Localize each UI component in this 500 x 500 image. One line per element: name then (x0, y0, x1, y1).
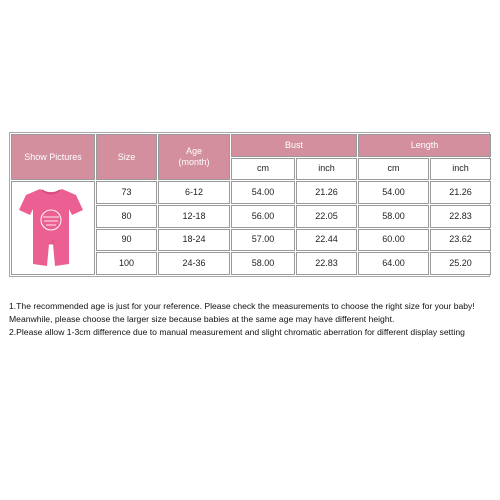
row-length-cm: 54.00 (358, 181, 429, 204)
row-age: 12-18 (158, 205, 230, 228)
header-bust-cm: cm (231, 158, 295, 181)
note-line: 2.Please allow 1-3cm difference due to manual measurement and slight chromatic aberration for different display setting (9, 327, 465, 337)
header-size: Size (96, 134, 157, 180)
row-size: 80 (96, 205, 157, 228)
header-length: Length (358, 134, 491, 157)
product-picture-cell (11, 181, 95, 275)
table-row (11, 181, 491, 204)
size-chart (9, 132, 490, 277)
row-length-cm: 60.00 (358, 229, 429, 252)
note-line: 1.The recommended age is just for your reference. Please check the measurements to choose the right size for your baby! (9, 301, 475, 311)
size-notes (9, 300, 493, 339)
row-bust-inch: 22.83 (296, 252, 357, 275)
row-length-inch: 23.62 (430, 229, 491, 252)
row-bust-cm: 57.00 (231, 229, 295, 252)
row-bust-cm: 56.00 (231, 205, 295, 228)
row-age: 18-24 (158, 229, 230, 252)
header-age (158, 134, 230, 180)
row-size: 73 (96, 181, 157, 204)
row-size: 100 (96, 252, 157, 275)
header-age-label: Age (185, 146, 202, 157)
row-length-inch: 22.83 (430, 205, 491, 228)
row-age: 6-12 (158, 181, 230, 204)
row-length-inch: 25.20 (430, 252, 491, 275)
row-age: 24-36 (158, 252, 230, 275)
header-age-unit: (month) (178, 157, 210, 168)
row-bust-inch: 21.26 (296, 181, 357, 204)
row-size: 90 (96, 229, 157, 252)
row-bust-cm: 58.00 (231, 252, 295, 275)
row-bust-inch: 22.44 (296, 229, 357, 252)
romper-image (16, 184, 86, 272)
note-line: Meanwhile, please choose the larger size because babies at the same age may have different height. (9, 314, 395, 324)
header-bust-inch: inch (296, 158, 357, 181)
row-length-cm: 58.00 (358, 205, 429, 228)
row-bust-inch: 22.05 (296, 205, 357, 228)
row-length-cm: 64.00 (358, 252, 429, 275)
row-length-inch: 21.26 (430, 181, 491, 204)
size-table (10, 133, 492, 276)
header-length-cm: cm (358, 158, 429, 181)
row-bust-cm: 54.00 (231, 181, 295, 204)
header-length-inch: inch (430, 158, 491, 181)
header-bust: Bust (231, 134, 357, 157)
header-show-pictures: Show Pictures (11, 134, 95, 180)
